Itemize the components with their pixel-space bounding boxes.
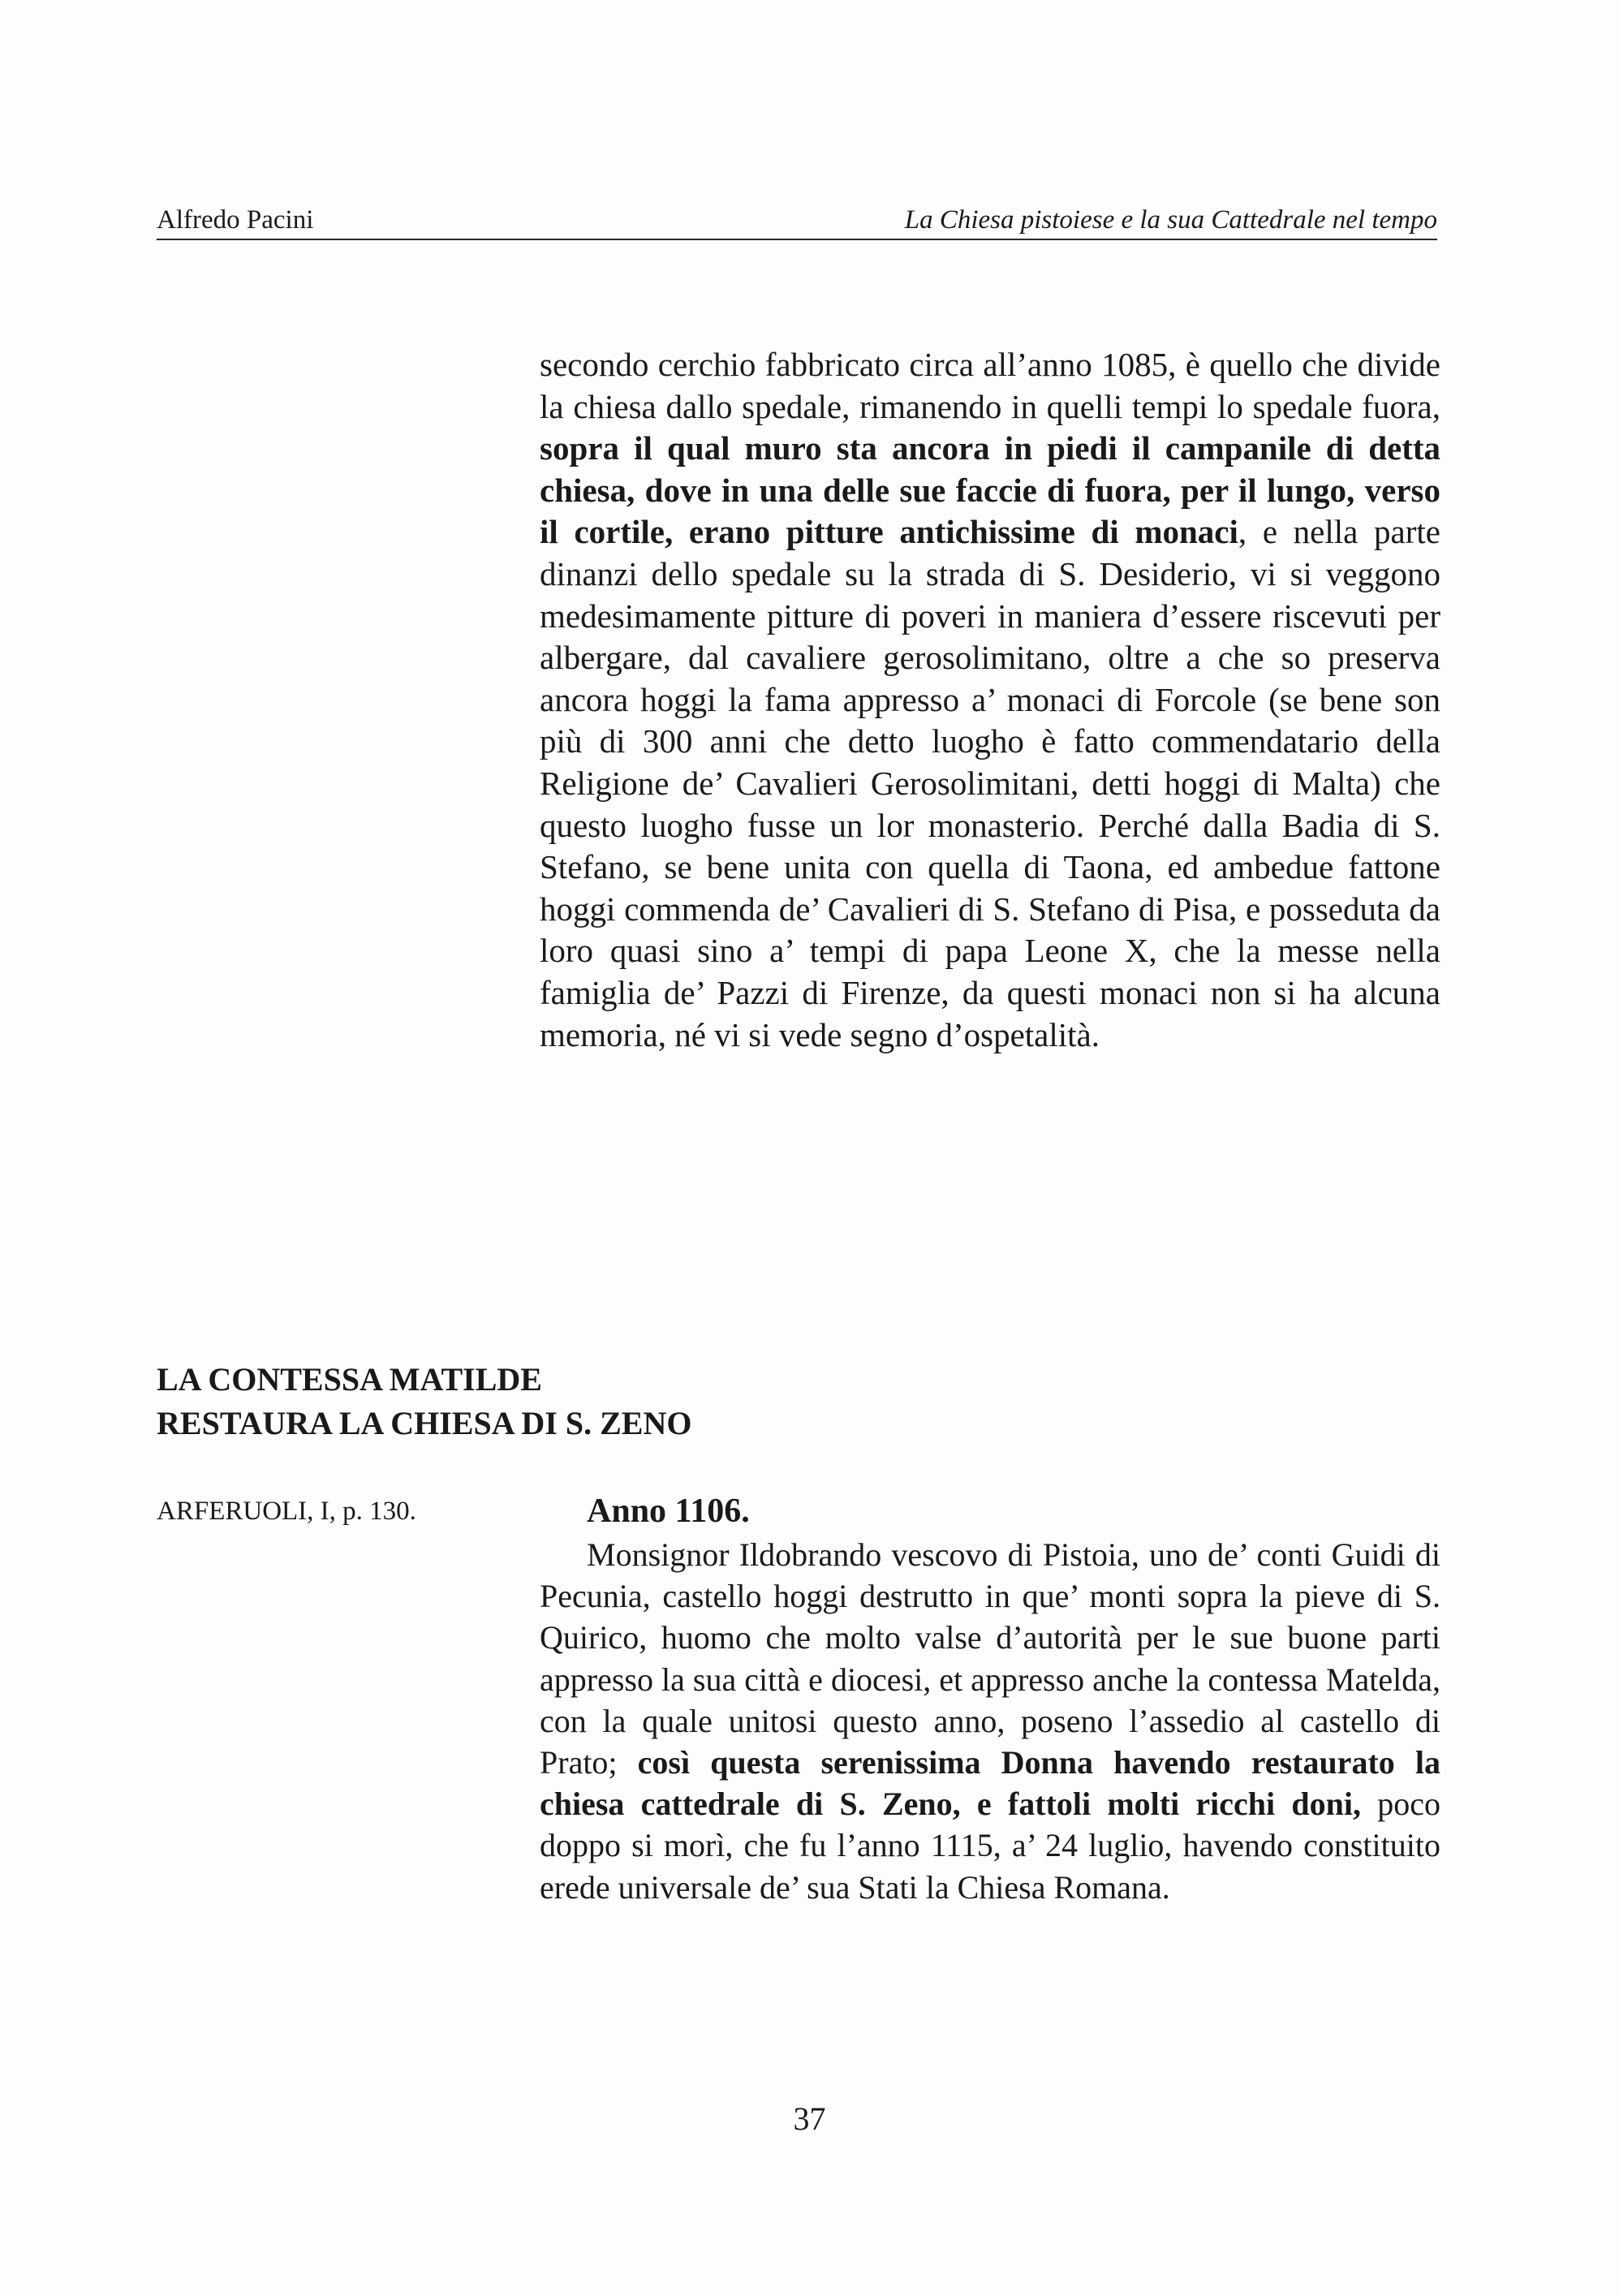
entry-text-bold: così questa serenissima Donna havendo restaurato la chiesa cattedrale di S. Zeno, e fattoli molti ricchi doni, [540, 1744, 1440, 1823]
quoted-paragraph [540, 344, 1440, 1056]
entry-body [540, 1534, 1440, 1908]
entry-text-end: poco doppo si morì, che fu l’anno 1115, a’ 24 luglio, havendo constituito erede universale de’ sua Stati la Chiesa Romana. [540, 1786, 1440, 1906]
header-author: Alfredo Pacini [157, 205, 314, 235]
quote-text-start: secondo cerchio fabbricato circa all’anno 1085, è quello che divide la chiesa dallo spedale, rimanendo in quelli tempi lo spedale fuora, [540, 346, 1440, 425]
quote-text-end: , e nella parte dinanzi dello spedale su la strada di S. Desiderio, vi si veggono medesimamente pitture di poveri in maniera d’essere riscevuti per albergare, dal cavaliere gerosolimitano, oltre a che so preserva ancora hoggi la fama appresso a’ monaci di Forcole (se bene son più di 300 anni che detto luogho è fatto commendatario della Religione de’ Cavalieri Gerosolimitani, detti hoggi di Malta) che questo luogho fusse un lor monasterio. Perché dalla Badia di S. Stefano, se bene unita con quella di Taona, ed ambedue fattone hoggi commenda de’ Cavalieri di S. Stefano di Pisa, e posseduta da loro quasi sino a’ tempi di papa Leone X, che la messe nella famiglia de’ Pazzi di Firenze, da questi monaci non si ha alcuna memoria, né vi si vede segno d’ospetalità. [540, 513, 1440, 1053]
source-reference: ARFERUOLI, I, p. 130. [157, 1497, 416, 1526]
section-heading [157, 1358, 1130, 1445]
running-header [157, 201, 1437, 240]
quote-text-bold: sopra il qual muro sta ancora in piedi il campanile di detta chiesa, dove in una delle sue faccie di fuora, per il lungo, verso il cortile, erano pitture antichissime di monaci [540, 429, 1440, 551]
header-title: La Chiesa pistoiese e la sua Cattedrale nel tempo [904, 205, 1437, 235]
section-heading-line-2: RESTAURA LA CHIESA DI S. ZENO [157, 1405, 692, 1441]
quoted-passage [540, 344, 1440, 1056]
entry-paragraph [540, 1534, 1440, 1908]
section-heading-line-1: LA CONTESSA MATILDE [157, 1361, 542, 1398]
page-number: 37 [793, 2100, 826, 2137]
entry-text-start: Monsignor Ildobrando vescovo di Pistoia, uno de’ conti Guidi di Pecunia, castello hoggi destrutto in que’ monti sopra la pieve di S. Quirico, huomo che molto valse d’autorità per le sue buone parti appresso la sua città e diocesi, et appresso anche la contessa Matelda, con la quale unitosi questo anno, poseno l’assedio al castello di Prato; [540, 1536, 1440, 1781]
entry-year: Anno 1106. [587, 1493, 750, 1530]
